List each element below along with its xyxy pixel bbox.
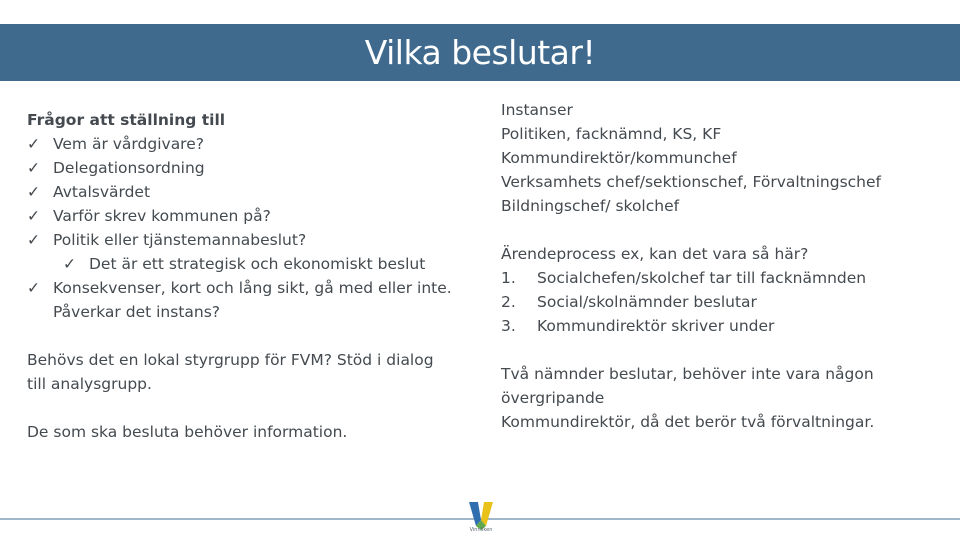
- check-sub-item: ✓ Det är ett strategisk och ekonomiskt beslut: [27, 252, 477, 276]
- check-icon: ✓: [27, 279, 40, 297]
- questions-heading: Frågor att ställning till: [27, 111, 226, 129]
- instance-line: Kommundirektör/kommunchef: [501, 149, 737, 167]
- check-icon: ✓: [27, 231, 40, 249]
- check-item: ✓ Vem är vårdgivare?: [27, 132, 477, 156]
- check-item: ✓ Varför skrev kommunen på?: [27, 204, 477, 228]
- paragraph-line: övergripande: [501, 389, 605, 407]
- check-item: ✓ Avtalsvärdet: [27, 180, 477, 204]
- process-step: 1. Socialchefen/skolchef tar till facknämnden: [501, 269, 867, 287]
- instances-heading: Instanser: [501, 101, 573, 119]
- paragraph-line: Två nämnder beslutar, behöver inte vara någon: [501, 365, 874, 383]
- logo-text: Vinnliken: [469, 527, 493, 533]
- check-item-continuation: Påverkar det instans?: [53, 303, 221, 321]
- check-item: ✓ Konsekvenser, kort och lång sikt, gå med eller inte.: [27, 276, 477, 300]
- process-heading: Ärendeprocess ex, kan det vara så här?: [501, 245, 809, 263]
- process-step: 2. Social/skolnämnder beslutar: [501, 293, 757, 311]
- paragraph-line: Behövs det en lokal styrgrupp för FVM? Stöd i dialog: [27, 351, 434, 369]
- check-icon: ✓: [27, 135, 40, 153]
- check-icon: ✓: [63, 255, 76, 273]
- paragraph-line: till analysgrupp.: [27, 375, 152, 393]
- check-icon: ✓: [27, 207, 40, 225]
- instance-line: Politiken, facknämnd, KS, KF: [501, 125, 722, 143]
- paragraph-line: De som ska besluta behöver information.: [27, 423, 348, 441]
- check-icon: ✓: [27, 159, 40, 177]
- left-column: [27, 108, 477, 444]
- title-bar: [0, 24, 960, 81]
- slide-title: Vilka beslutar!: [364, 33, 596, 72]
- check-item: ✓ Delegationsordning: [27, 156, 477, 180]
- process-step: 3. Kommundirektör skriver under: [501, 317, 775, 335]
- instance-line: Bildningschef/ skolchef: [501, 197, 680, 215]
- paragraph-line: Kommundirektör, då det berör två förvaltningar.: [501, 413, 875, 431]
- right-column: [501, 98, 941, 434]
- instance-line: Verksamhets chef/sektionschef, Förvaltningschef: [501, 173, 881, 191]
- check-item: ✓ Politik eller tjänstemannabeslut?: [27, 228, 477, 252]
- check-icon: ✓: [27, 183, 40, 201]
